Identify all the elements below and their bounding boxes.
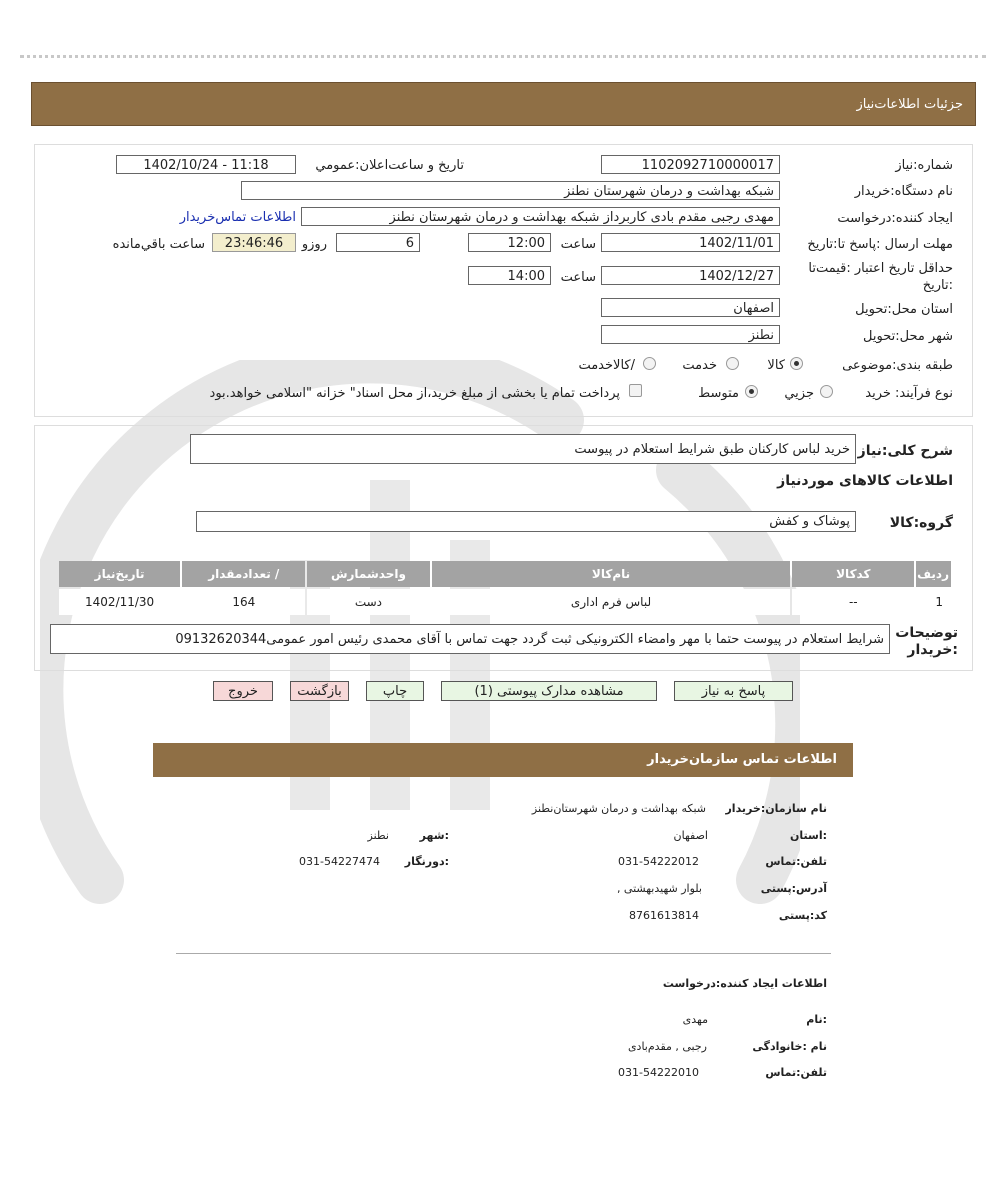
validity-label: حداقل تاریخ اعتبار :قیمت‌تا	[808, 261, 953, 276]
col-item-code: کدکالا	[792, 561, 914, 587]
summary-field: خرید لباس کارکنان طبق شرایط استعلام در پیوست	[190, 434, 856, 464]
contact-province-label: :استان	[790, 829, 827, 842]
days-field: 6	[336, 233, 420, 252]
remaining-time-field: 23:46:46	[212, 233, 296, 252]
remaining-label: ساعت باقي‌مانده	[112, 237, 205, 252]
cell-row-number: 1	[916, 589, 951, 615]
org-name-label: نام سازمان:خریدار	[725, 802, 827, 815]
contact-postal-value: 8761613814	[629, 909, 699, 922]
col-unit: واحدشمارش	[307, 561, 429, 587]
deadline-time-field: 12:00	[468, 233, 551, 252]
process-label: نوع فرآیند: خرید	[865, 386, 953, 401]
process-option-minor: جزیي	[784, 386, 814, 401]
announce-field: 1402/10/24 - 11:18	[116, 155, 296, 174]
announce-label: تاریخ و ساعت‌اعلان:عمومي	[315, 158, 464, 173]
validity-time-label: ساعت	[560, 270, 596, 285]
col-row-number: ردیف	[916, 561, 951, 587]
province-field: اصفهان	[601, 298, 780, 317]
buyer-notes-field: شرایط استعلام در پیوست حتما با مهر وامضاء الکترونیکی ثبت گردد جهت تماس با آقای محمدی رئیس امور عمومی09132620344	[50, 624, 890, 654]
contact-address-label: آدرس:پستی	[760, 882, 827, 895]
buyer-org-field: شبکه بهداشت و درمان شهرستان نطنز	[241, 181, 780, 200]
category-radio-goods-service[interactable]	[643, 357, 656, 370]
creator-phone-value: 031-54222010	[618, 1066, 699, 1079]
buyer-notes-label: توضیحات	[895, 625, 958, 641]
category-radio-service[interactable]	[726, 357, 739, 370]
org-name-value: شبکه بهداشت و درمان شهرستان‌نطنز	[531, 802, 706, 815]
city-label: شهر محل:تحویل	[863, 329, 953, 344]
cell-item-name: لباس فرم اداری	[432, 589, 791, 615]
view-attachments-button[interactable]: مشاهده مدارک پیوستی (1)	[441, 681, 657, 701]
creator-family-label: نام :خانوادگی	[752, 1040, 827, 1053]
section-divider	[176, 953, 831, 954]
category-option-goods: کالا	[767, 358, 785, 373]
reply-to-need-button[interactable]: پاسخ به نیاز	[674, 681, 793, 701]
validity-label-date: :تاریخ	[922, 278, 953, 293]
buyer-org-label: نام دستگاه:خریدار	[854, 184, 953, 199]
col-item-name: نام‌کالا	[432, 561, 791, 587]
page-header-bar	[31, 82, 976, 126]
goods-group-field: پوشاک و کفش	[196, 511, 856, 532]
category-label: طبقه بندی:موضوعی	[842, 358, 953, 373]
province-label: استان محل:تحویل	[855, 302, 953, 317]
creator-info-title: اطلاعات ایجاد کننده:درخواست	[662, 977, 827, 990]
print-button[interactable]: چاپ	[366, 681, 424, 701]
deadline-date-field: 1402/11/01	[601, 233, 780, 252]
category-option-service: خدمت	[682, 358, 717, 373]
buyer-contact-link[interactable]: اطلاعات تماس‌خریدار	[179, 210, 296, 225]
creator-field: مهدی رجبی مقدم بادی کاربرداز شبکه بهداشت و درمان شهرستان نطنز	[301, 207, 780, 226]
city-field: نطنز	[601, 325, 780, 344]
contact-province-value: اصفهان	[673, 829, 708, 842]
validity-date-field: 1402/12/27	[601, 266, 780, 285]
need-number-field: 1102092710000017	[601, 155, 780, 174]
process-option-medium: متوسط	[698, 386, 739, 401]
contact-address-value: بلوار شهیدبهشتی ,	[616, 882, 702, 895]
category-radio-goods[interactable]	[790, 357, 803, 370]
buyer-contact-title: اطلاعات تماس سازمان‌خریدار	[647, 752, 837, 767]
summary-label: شرح کلی:نیاز	[857, 443, 953, 459]
back-button[interactable]: بازگشت	[290, 681, 349, 701]
need-number-label: شماره:نیاز	[895, 158, 953, 173]
contact-phone-label: تلفن:تماس	[765, 855, 827, 868]
cell-item-code: --	[792, 589, 914, 615]
creator-family-value: رجبی , مقدم‌بادی	[627, 1040, 707, 1053]
category-option-goods-service: /کالاخدمت	[578, 358, 635, 373]
goods-table-header	[59, 561, 951, 587]
cell-need-date: 1402/11/30	[59, 589, 180, 615]
creator-name-value: مهدی	[682, 1013, 708, 1026]
contact-fax-label: :دورنگار	[404, 855, 449, 868]
process-radio-minor[interactable]	[820, 385, 833, 398]
goods-group-label: گروه:کالا	[889, 515, 953, 531]
col-quantity: / تعدادمقدار	[182, 561, 305, 587]
page-header-title: جزئیات اطلاعات‌نیاز	[856, 97, 963, 112]
contact-postal-label: کد:پستی	[778, 909, 827, 922]
buyer-notes-label-2: :خریدار	[907, 642, 958, 658]
col-need-date: تاریخ‌نیاز	[59, 561, 180, 587]
cell-quantity: 164	[182, 589, 305, 615]
cell-unit: دست	[307, 589, 429, 615]
creator-phone-label: تلفن:تماس	[765, 1066, 827, 1079]
creator-name-label: :نام	[806, 1013, 827, 1026]
contact-city-label: :شهر	[419, 829, 449, 842]
contact-phone-value: 031-54222012	[618, 855, 699, 868]
creator-label: ایجاد کننده:درخواست	[837, 211, 953, 226]
treasury-payment-checkbox[interactable]	[629, 384, 642, 397]
goods-table	[57, 559, 953, 617]
contact-city-value: نطنز	[367, 829, 389, 842]
exit-button[interactable]: خروج	[213, 681, 273, 701]
days-label: روزو	[301, 237, 327, 252]
deadline-time-label: ساعت	[560, 237, 596, 252]
validity-time-field: 14:00	[468, 266, 551, 285]
table-row	[59, 589, 951, 615]
deadline-label: مهلت ارسال :پاسخ تا:تاریخ	[807, 237, 953, 252]
process-radio-medium[interactable]	[745, 385, 758, 398]
goods-info-title: اطلاعات کالاهای مورد‌نیاز	[777, 473, 953, 489]
contact-fax-value: 031-54227474	[299, 855, 380, 868]
treasury-payment-note: پرداخت تمام یا بخشی از مبلغ خرید،از محل اسناد" خزانه "اسلامی خواهد.بود	[209, 386, 620, 401]
buyer-contact-bar	[153, 743, 853, 777]
top-dotted-separator	[20, 55, 986, 58]
